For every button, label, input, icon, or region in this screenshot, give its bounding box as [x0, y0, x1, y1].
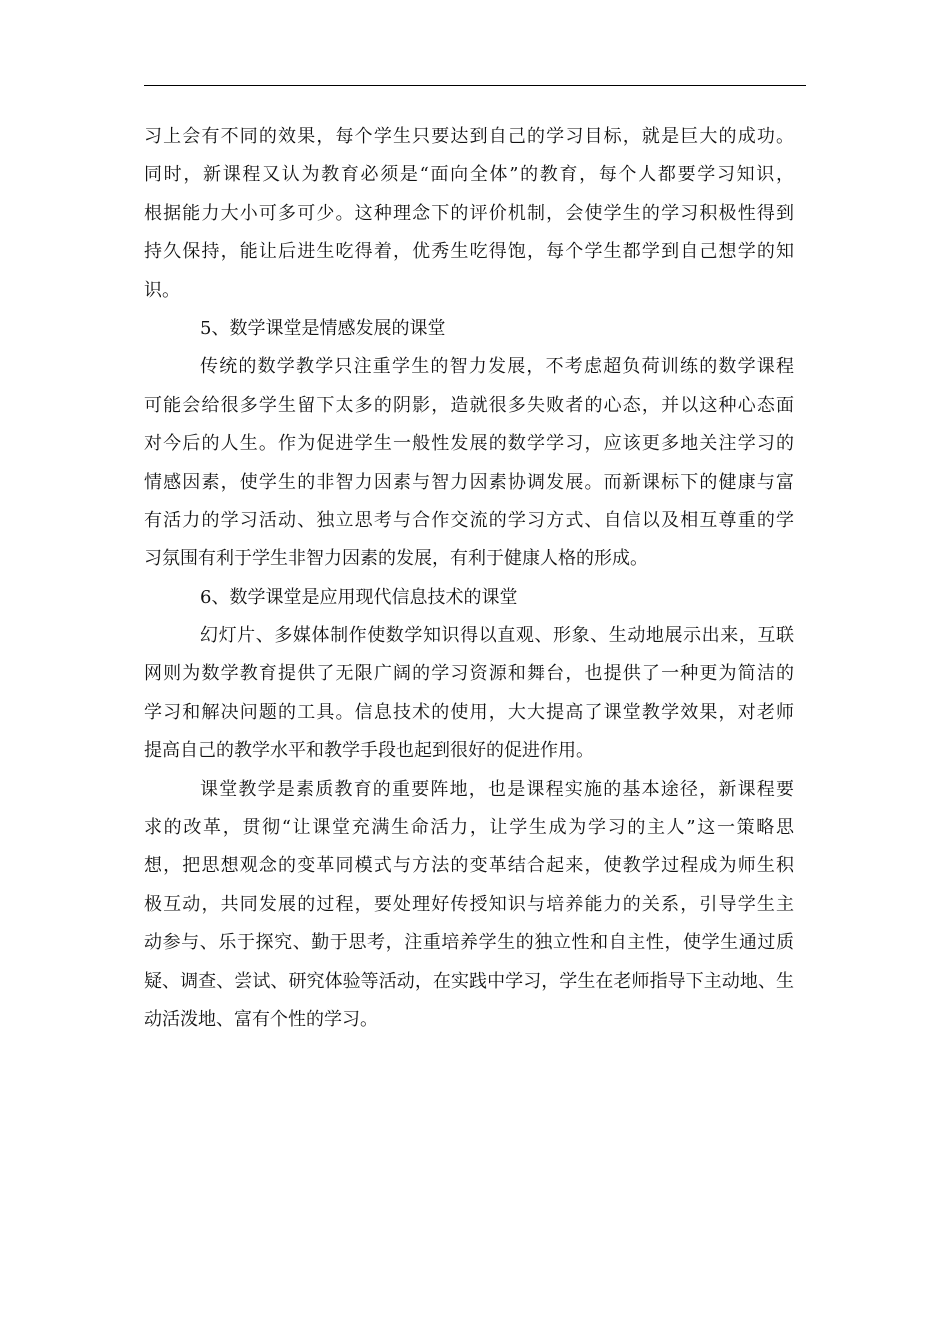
text-line: 6、数学课堂是应用现代信息技术的课堂: [200, 586, 518, 608]
text-line: 学习和解决问题的工具。信息技术的使用，大大提高了课堂教学效果，对老师: [144, 701, 794, 723]
text-line: 有活力的学习活动、独立思考与合作交流的学习方式、自信以及相互尊重的学: [144, 509, 794, 531]
text-line: 5、数学课堂是情感发展的课堂: [200, 317, 446, 339]
text-line: 对今后的人生。作为促进学生一般性发展的数学学习，应该更多地关注学习的: [144, 433, 794, 455]
text-line: 根据能力大小可多可少。这种理念下的评价机制，会使学生的学习积极性得到: [144, 202, 794, 224]
text-line: 可能会给很多学生留下太多的阴影，造就很多失败者的心态，并以这种心态面: [144, 394, 794, 416]
text-line: 传统的数学教学只注重学生的智力发展，不考虑超负荷训练的数学课程: [200, 356, 794, 378]
text-line: 动活泼地、富有个性的学习。: [144, 1008, 378, 1030]
text-line: 同时，新课程又认为教育必须是“面向全体”的教育，每个人都要学习知识，: [144, 164, 794, 186]
text-line: 求的改革，贯彻“让课堂充满生命活力，让学生成为学习的主人”这一策略思: [144, 817, 794, 839]
text-line: 习上会有不同的效果，每个学生只要达到自己的学习目标，就是巨大的成功。: [144, 126, 794, 147]
text-line: 情感因素，使学生的非智力因素与智力因素协调发展。而新课标下的健康与富: [144, 471, 794, 493]
text-line: 想，把思想观念的变革同模式与方法的变革结合起来，使教学过程成为师生积: [144, 855, 794, 877]
header-rule: [144, 85, 806, 86]
text-line: 疑、调查、尝试、研究体验等活动，在实践中学习，学生在老师指导下主动地、生: [144, 970, 794, 992]
text-line: 习氛围有利于学生非智力因素的发展，有利于健康人格的形成。: [144, 548, 648, 570]
text-line: 极互动，共同发展的过程，要处理好传授知识与培养能力的关系，引导学生主: [144, 893, 794, 915]
text-line: 动参与、乐于探究、勤于思考，注重培养学生的独立性和自主性，使学生通过质: [144, 932, 794, 954]
document-body: [144, 118, 794, 1039]
text-line: 识。: [144, 279, 180, 301]
text-line: 提高自己的教学水平和教学手段也起到很好的促进作用。: [144, 740, 594, 762]
text-line: 持久保持，能让后进生吃得着，优秀生吃得饱，每个学生都学到自己想学的知: [144, 241, 794, 263]
text-line: 幻灯片、多媒体制作使数学知识得以直观、形象、生动地展示出来，互联: [200, 625, 794, 647]
text-line: 课堂教学是素质教育的重要阵地，也是课程实施的基本途径，新课程要: [200, 778, 794, 800]
text-line: 网则为数学教育提供了无限广阔的学习资源和舞台，也提供了一种更为简洁的: [144, 663, 794, 685]
